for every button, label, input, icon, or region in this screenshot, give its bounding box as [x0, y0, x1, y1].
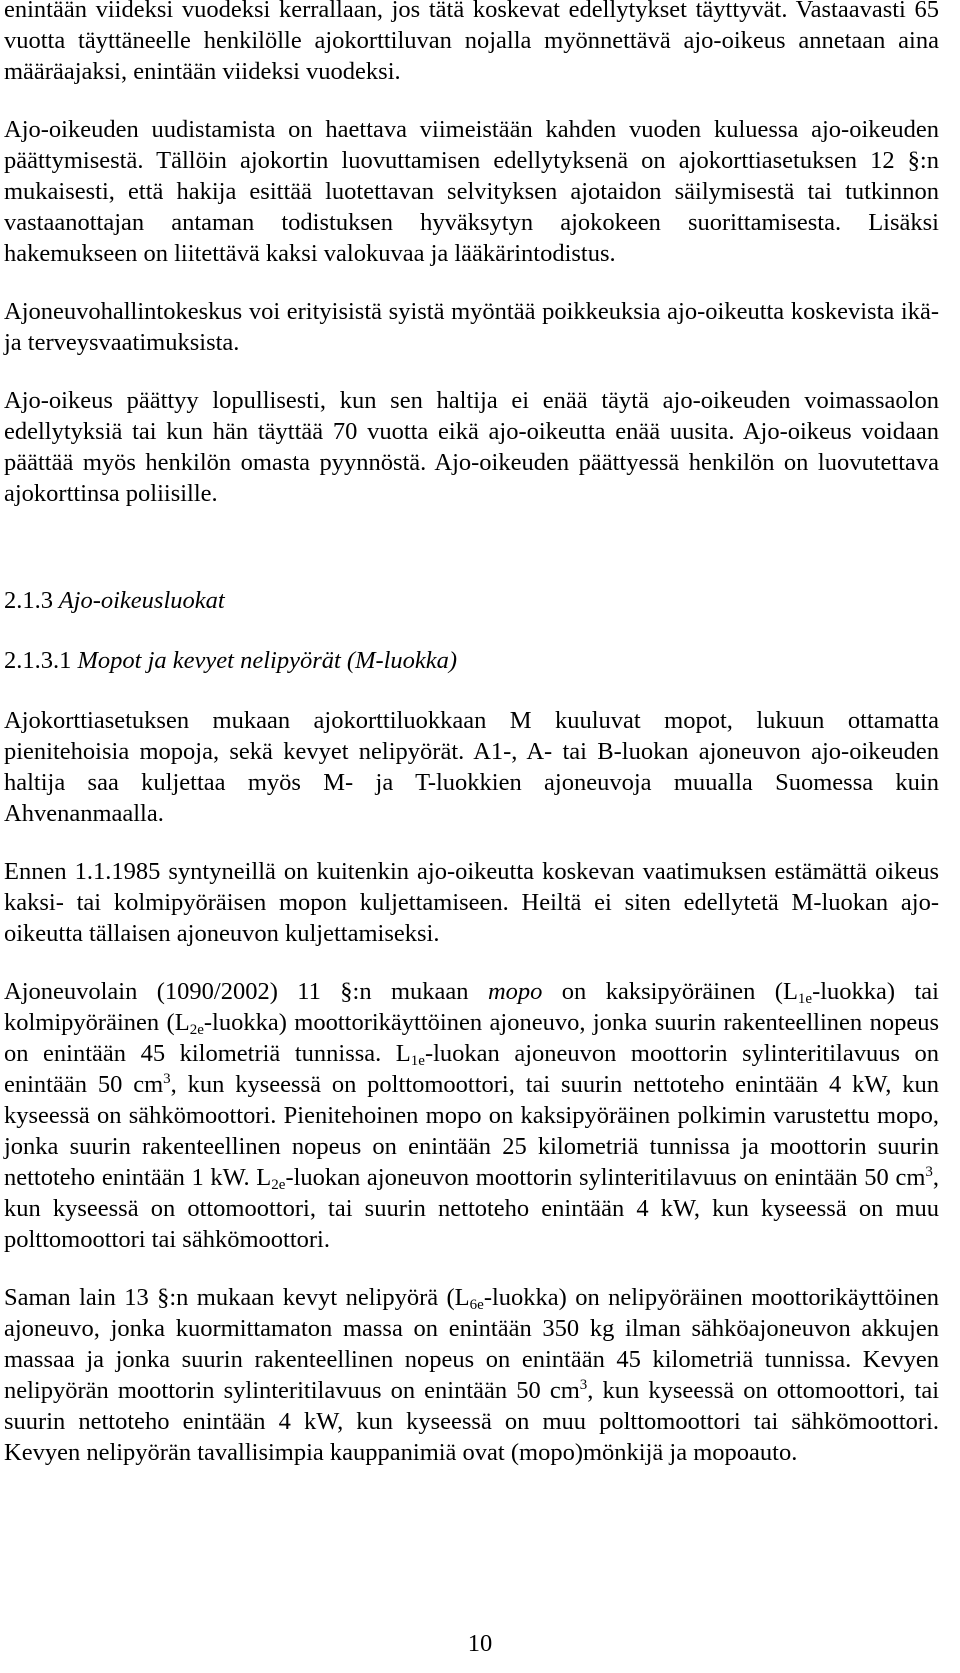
paragraph-moped-definition	[4, 976, 939, 1255]
paragraph-license-termination: Ajo-oikeus päättyy lopullisesti, kun sen haltija ei enää täytä ajo-oikeuden voimassaolon edellytyksiä tai kun hän täyttää 70 vuotta eikä ajo-oikeutta enää uusita. Ajo-oikeus voidaan päättää myös henkilön omasta pyynnöstä. Ajo-oikeuden päättyessä henkilön on luovutettava ajokorttinsa poliisille.	[4, 387, 939, 507]
text-run: , kun kyseessä on ottomoottori, tai suurin nettoteho enintään 4 kW, kun kyseessä on muu polttomoottori tai sähkömoottori. Kevyen nelipyörän tavallisimpia kauppanimiä ovat (mopo)mönkijä ja mopoauto.	[4, 1377, 940, 1466]
text-run: -luokan ajoneuvon moottorin sylinteritilavuus on enintään 50 cm	[285, 1164, 926, 1191]
text-run: -luokka) on nelipyöräinen moottorikäyttöinen ajoneuvo, jonka kuormittamaton massa on enintään 350 kg ilman sähköajoneuvon akkujen massaa ja jonka suurin rakenteellinen nopeus on enintään 45 kilometriä tunnissa. Kevyen nelipyörän moottorin sylinteritilavuus on enintään 50 cm	[4, 1284, 940, 1404]
subscript: 1e	[797, 991, 813, 1007]
emphasis-mopo: mopo	[487, 978, 543, 1005]
paragraph-exceptions: Ajoneuvohallintokeskus voi erityisistä syistä myöntää poikkeuksia ajo-oikeutta koskevista ikä- ja terveysvaatimuksista.	[4, 298, 939, 356]
superscript: 3	[925, 1164, 933, 1180]
document-page	[4, 0, 939, 1495]
text-run: Ajoneuvolain (1090/2002) 11 §:n mukaan	[4, 978, 488, 1005]
section-number: 2.1.3	[4, 587, 53, 614]
text-run: -luokan ajoneuvon moottorin sylinteritilavuus on enintään 50 cm	[4, 1040, 940, 1098]
text-run: on kaksipyöräinen (L	[542, 978, 798, 1005]
paragraph-born-before-1985: Ennen 1.1.1985 syntyneillä on kuitenkin ajo-oikeutta koskevan vaatimuksen estämättä oikeus kaksi- tai kolmipyöräisen mopon kuljettamiseen. Heiltä ei siten edellytetä M-luokan ajo-oikeutta tällaisen ajoneuvon kuljettamiseksi.	[4, 858, 939, 947]
paragraph-license-validity: enintään viideksi vuodeksi kerrallaan, jos tätä koskevat edellytykset täyttyvät. Vastaavasti 65 vuotta täyttäneelle henkilölle ajokorttiluvan nojalla myönnettävä ajo-oikeus annetaan aina määräajaksi, enintään viideksi vuodeksi.	[4, 0, 939, 85]
text-run: Saman lain 13 §:n mukaan kevyt nelipyörä (L	[4, 1284, 470, 1311]
subsection-title: Mopot ja kevyet nelipyörät (M-luokka)	[77, 647, 458, 674]
superscript: 3	[163, 1071, 171, 1087]
text-run: , kun kyseessä on polttomoottori, tai suurin nettoteho enintään 4 kW, kun kyseessä on sähkömoottori. Pienitehoinen mopo on kaksipyöräinen polkimin varustettu mopo, jonka suurin rakenteellinen nopeus on enintään 25 kilometriä tunnissa ja moottorin suurin nettoteho enintään 1 kW. L	[4, 1071, 939, 1191]
subsection-heading-m-class	[4, 645, 939, 676]
subscript: 6e	[469, 1297, 484, 1313]
subscript: 1e	[410, 1053, 425, 1069]
paragraph-m-class-definition: Ajokorttiasetuksen mukaan ajokorttiluokkaan M kuuluvat mopot, lukuun ottamatta pienitehoisia mopoja, sekä kevyet nelipyörät. A1-, A- tai B-luokan ajoneuvon ajo-oikeuden haltija saa kuljettaa myös M- ja T-luokkien ajoneuvoja muualla Suomessa kuin Ahvenanmaalla.	[4, 707, 939, 827]
subscript: 2e	[189, 1022, 204, 1038]
page-number: 10	[467, 1630, 493, 1657]
superscript: 3	[579, 1377, 588, 1393]
paragraph-light-quadricycle	[4, 1282, 939, 1468]
subsection-number: 2.1.3.1	[4, 647, 72, 674]
text-run: -luokka) moottorikäyttöinen ajoneuvo, jonka suurin rakenteellinen nopeus on enintään 45 kilometriä tunnissa. L	[4, 1009, 939, 1067]
subscript: 2e	[271, 1177, 286, 1193]
section-heading-license-classes	[4, 585, 939, 616]
paragraph-license-renewal: Ajo-oikeuden uudistamista on haettava viimeistään kahden vuoden kuluessa ajo-oikeuden päättymisestä. Tällöin ajokortin luovuttamisen edellytyksenä on ajokorttiasetuksen 12 §:n mukaisesti, että hakija esittää luotettavan selvityksen ajotaidon säilymisestä tai tutkinnon vastaanottajan antaman todistuksen hyväksytyn ajokokeen suorittamisesta. Lisäksi hakemukseen on liitettävä kaksi valokuvaa ja lääkärintodistus.	[4, 116, 939, 267]
section-title: Ajo-oikeusluokat	[58, 587, 225, 614]
text-run: -luokka) tai kolmipyöräinen (L	[4, 978, 939, 1036]
text-run: , kun kyseessä on ottomoottori, tai suurin nettoteho enintään 4 kW, kun kyseessä on muu polttomoottori tai sähkömoottori.	[4, 1164, 939, 1253]
